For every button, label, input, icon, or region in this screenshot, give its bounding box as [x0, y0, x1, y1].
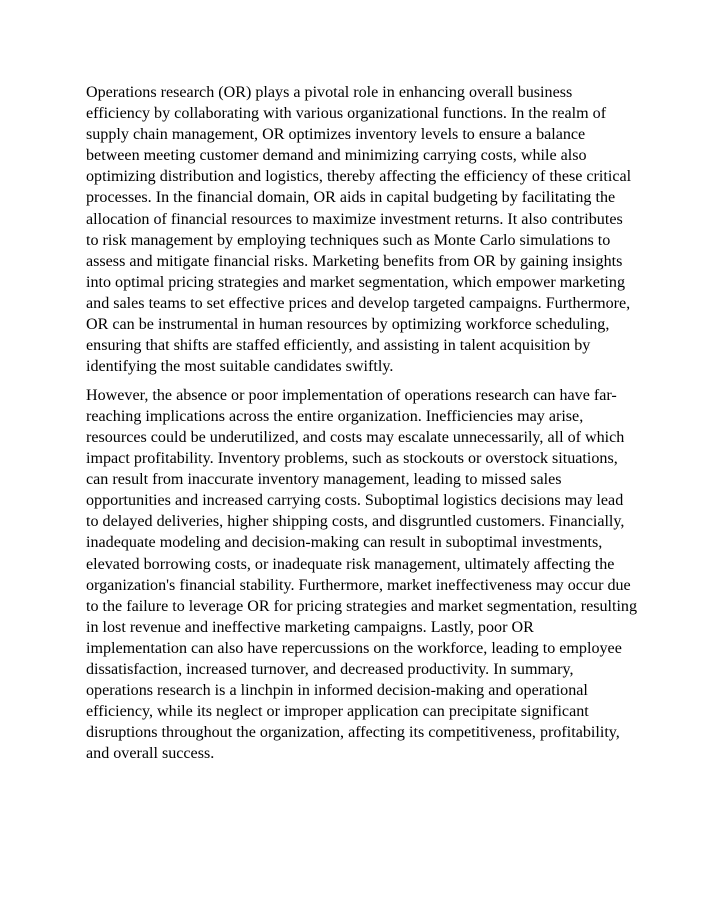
paragraph-or-absence: However, the absence or poor implementation of operations research can have far-reaching implications across the entire organization. Inefficiencies may arise, resources could be underutilized, and costs may escalate unnecessarily, all of which impact profitability. Inventory problems, such as stockouts or overstock situations, can result from inaccurate inventory management, leading to missed sales opportunities and increased carrying costs. Suboptimal logistics decisions may lead to delayed deliveries, higher shipping costs, and disgruntled customers. Financially, inadequate modeling and decision-making can result in suboptimal investments, elevated borrowing costs, or inadequate risk management, ultimately affecting the organization's financial stability. Furthermore, market ineffectiveness may occur due to the failure to leverage OR for pricing strategies and market segmentation, resulting in lost revenue and ineffective marketing campaigns. Lastly, poor OR implementation can also have repercussions on the workforce, leading to employee dissatisfaction, increased turnover, and decreased productivity. In summary, operations research is a linchpin in informed decision-making and operational efficiency, while its neglect or improper application can precipitate significant disruptions throughout the organization, affecting its competitiveness, profitability, and overall success. [86, 386, 638, 763]
paragraph-or-role: Operations research (OR) plays a pivotal role in enhancing overall business efficiency by collaborating with various organizational functions. In the realm of supply chain management, OR optimizes inventory levels to ensure a balance between meeting customer demand and minimizing carrying costs, while also optimizing distribution and logistics, thereby affecting the efficiency of these critical processes. In the financial domain, OR aids in capital budgeting by facilitating the allocation of financial resources to maximize investment returns. It also contributes to risk management by employing techniques such as Monte Carlo simulations to assess and mitigate financial risks. Marketing benefits from OR by gaining insights into optimal pricing strategies and market segmentation, which empower marketing and sales teams to set effective prices and develop targeted campaigns. Furthermore, OR can be instrumental in human resources by optimizing workforce scheduling, ensuring that shifts are staffed efficiently, and assisting in talent acquisition by identifying the most suitable candidates swiftly. [86, 84, 632, 376]
document-body [86, 82, 638, 765]
